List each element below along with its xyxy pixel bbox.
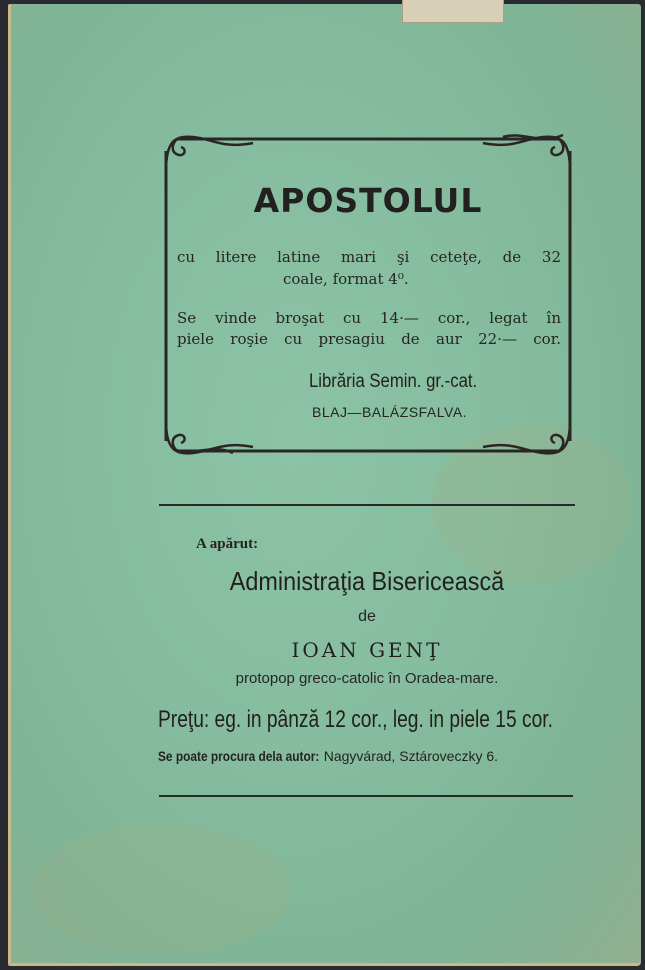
ad-price-line: Se vinde broşat cu 14·— cor., legat în bbox=[177, 309, 561, 327]
divider-rule bbox=[159, 504, 575, 506]
ad-title: APOSTOLUL bbox=[253, 181, 483, 220]
ad-description-line: cu litere latine mari şi ceteţe, de 32 bbox=[177, 248, 561, 266]
divider-rule bbox=[159, 795, 573, 797]
ad-publisher: Librăria Semin. gr.-cat. bbox=[309, 371, 478, 392]
procure-prefix: Se poate procura dela autor: bbox=[158, 748, 320, 764]
spine-label-tab bbox=[402, 0, 504, 23]
by-word: de bbox=[358, 608, 376, 625]
book-price: Preţu: eg. in pânză 12 cor., leg. in piele 15 cor. bbox=[158, 706, 553, 733]
procure-line bbox=[158, 748, 498, 764]
book-title: Administraţia Bisericească bbox=[229, 566, 505, 596]
ad-city: BLAJ—BALÁZSFALVA. bbox=[312, 404, 468, 420]
ad-description-line: coale, format 4⁰. bbox=[283, 270, 409, 288]
ad-price-line: piele roşie cu presagiu de aur 22·— cor. bbox=[177, 330, 561, 348]
paper-stain bbox=[31, 824, 291, 954]
apostolul-ad-frame bbox=[163, 131, 573, 459]
author-role: protopop greco-catolic în Oradea-mare. bbox=[235, 670, 499, 687]
procure-address: Nagyvárad, Sztároveczky 6. bbox=[323, 748, 499, 764]
appeared-label: A apărut: bbox=[196, 536, 259, 552]
author-name: IOAN GENŢ bbox=[291, 638, 443, 662]
